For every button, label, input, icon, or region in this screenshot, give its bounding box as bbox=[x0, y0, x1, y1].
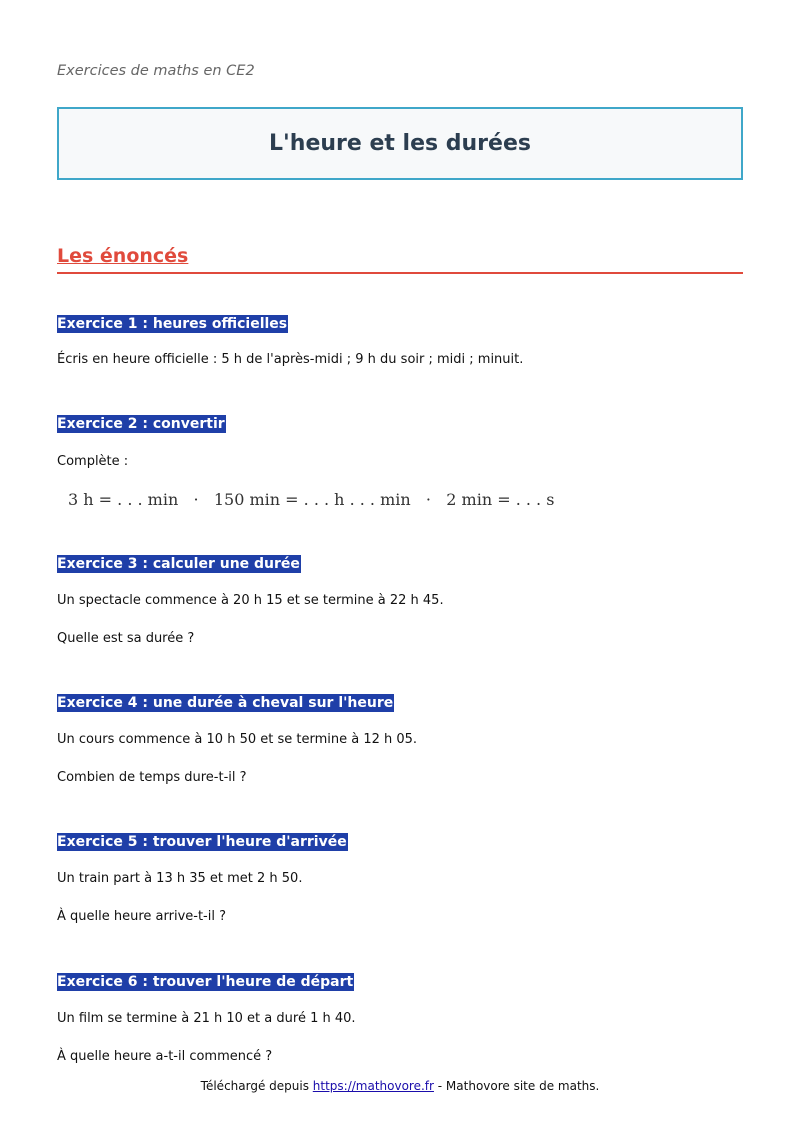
section-title: Les énoncés bbox=[57, 245, 189, 267]
exercise-5-heading bbox=[57, 831, 747, 851]
exercise-3-text: Un spectacle commence à 20 h 15 et se termine à 22 h 45. bbox=[57, 593, 444, 608]
exercise-6-question: À quelle heure a-t-il commencé ? bbox=[57, 1049, 273, 1064]
exercise-2-text: Complète : bbox=[57, 454, 129, 469]
footer bbox=[0, 1079, 800, 1093]
exercise-title: Exercice 3 : calculer une durée bbox=[57, 556, 300, 572]
exercise-title: Exercice 4 : une durée à cheval sur l'heure bbox=[57, 695, 394, 711]
exercise-title: Exercice 6 : trouver l'heure de départ bbox=[57, 974, 354, 990]
footer-suffix: - Mathovore site de maths. bbox=[433, 1079, 600, 1093]
footer-link[interactable]: https://mathovore.fr bbox=[312, 1079, 434, 1093]
exercise-title: Exercice 5 : trouver l'heure d'arrivée bbox=[57, 834, 347, 850]
title-box bbox=[57, 107, 743, 180]
exercise-2-heading bbox=[57, 413, 747, 433]
exercise-5-text: Un train part à 13 h 35 et met 2 h 50. bbox=[57, 871, 303, 886]
page-title: L'heure et les durées bbox=[269, 131, 531, 156]
exercise-title: Exercice 2 : convertir bbox=[57, 416, 225, 432]
exercise-title: Exercice 1 : heures officielles bbox=[57, 316, 288, 332]
conversion-equations: 3 h = . . . min · 150 min = . . . h . . . min · 2 min = . . . s bbox=[68, 490, 555, 509]
exercise-1-heading bbox=[57, 313, 747, 333]
exercise-3-question: Quelle est sa durée ? bbox=[57, 631, 195, 646]
footer-prefix: Téléchargé depuis bbox=[200, 1079, 313, 1093]
exercise-6-heading bbox=[57, 971, 747, 991]
document-subtitle: Exercices de maths en CE2 bbox=[57, 63, 255, 79]
section-header bbox=[57, 245, 743, 274]
exercise-3-heading bbox=[57, 553, 747, 573]
exercise-5-question: À quelle heure arrive-t-il ? bbox=[57, 909, 226, 924]
exercise-4-text: Un cours commence à 10 h 50 et se termine à 12 h 05. bbox=[57, 732, 418, 747]
exercise-6-text: Un film se termine à 21 h 10 et a duré 1 h 40. bbox=[57, 1011, 356, 1026]
exercise-4-heading bbox=[57, 692, 747, 712]
exercise-1-text: Écris en heure officielle : 5 h de l'après-midi ; 9 h du soir ; midi ; minuit. bbox=[57, 352, 524, 367]
exercise-4-question: Combien de temps dure-t-il ? bbox=[57, 770, 247, 785]
